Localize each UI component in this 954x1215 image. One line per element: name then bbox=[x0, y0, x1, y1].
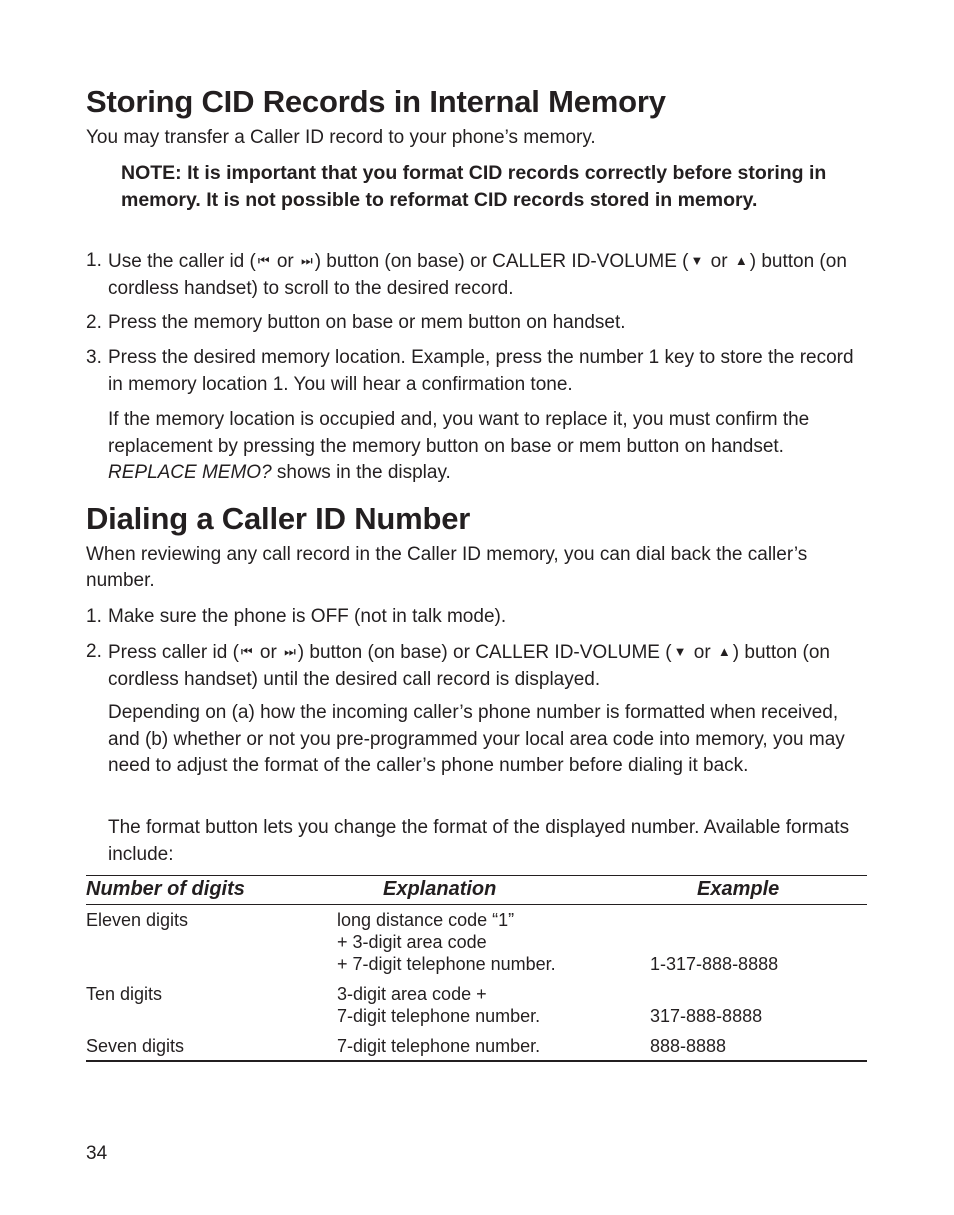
section-title-storing-cid: Storing CID Records in Internal Memory bbox=[86, 84, 666, 119]
table-cell-digits: Seven digits bbox=[86, 1036, 185, 1056]
arrow-down-icon: ▼ bbox=[673, 644, 687, 659]
section-title-dialing: Dialing a Caller ID Number bbox=[86, 501, 471, 536]
step-number: 2. bbox=[86, 312, 102, 333]
table-header-digits: Number of digits bbox=[86, 878, 245, 900]
table-cell-example: 1-317-888-8888 bbox=[650, 954, 779, 974]
table-cell-explanation: 7-digit telephone number. bbox=[337, 1036, 541, 1056]
section-intro: You may transfer a Caller ID record to your phone’s memory. bbox=[86, 127, 596, 148]
section-intro: When reviewing any call record in the Caller ID memory, you can dial back the caller’s number. bbox=[86, 544, 808, 591]
step-text: Make sure the phone is OFF (not in talk mode). bbox=[108, 606, 507, 627]
step-2-memory-button bbox=[86, 310, 871, 337]
table-header-explanation: Explanation bbox=[383, 878, 497, 900]
step-number: 1. bbox=[86, 606, 102, 627]
arrow-down-icon: ▼ bbox=[690, 253, 704, 268]
step-1-phone-off bbox=[86, 604, 871, 631]
table-cell-digits: Ten digits bbox=[86, 984, 163, 1004]
page-number: 34 bbox=[86, 1143, 108, 1164]
step-number: 1. bbox=[86, 250, 102, 271]
table-cell-explanation: long distance code “1” + 3-digit area code + 7-digit telephone number. bbox=[337, 910, 556, 974]
step-text: Press caller id ( ⏮ or ⏭ ) button (on base) or CALLER ID-VOLUME ( ▼ or ▲ ) button (on cordless handset) until the desired call record is displayed. bbox=[86, 639, 871, 693]
arrow-up-icon: ▲ bbox=[734, 253, 748, 268]
display-message: REPLACE MEMO? bbox=[108, 462, 272, 483]
table-cell-example: 888-8888 bbox=[650, 1036, 727, 1056]
skip-forward-icon: ⏭ bbox=[284, 644, 296, 659]
table-cell-digits: Eleven digits bbox=[86, 910, 189, 930]
step-text: Press the desired memory location. Example, press the number 1 key to store the record in memory location 1. You will hear a confirmation tone. bbox=[108, 347, 854, 395]
step-text: Use the caller id ( ⏮ or ⏭ ) button (on base) or CALLER ID-VOLUME ( ▼ or ▲ ) button (on cordless handset) to scroll to the desired record. bbox=[86, 248, 871, 302]
table-cell-example: 317-888-8888 bbox=[650, 1006, 763, 1026]
step-number: 3. bbox=[86, 347, 102, 368]
skip-back-icon: ⏮ bbox=[240, 644, 253, 659]
format-dependency-paragraph: Depending on (a) how the incoming caller’s phone number is formatted when received, and (b) whether or not you pre-programmed your local area code into memory, you may need to adjust the format of the caller’s phone number before dialing it back. bbox=[108, 702, 845, 776]
step-text: Press the memory button on base or mem button on handset. bbox=[108, 312, 626, 333]
replace-memo-paragraph: If the memory location is occupied and, you want to replace it, you must confirm the replacement by pressing the memory button on base or mem button on handset. REPLACE MEMO? shows in the display. bbox=[108, 409, 810, 483]
step-3-memory-location bbox=[86, 345, 871, 398]
skip-forward-icon: ⏭ bbox=[301, 253, 313, 268]
format-button-paragraph: The format button lets you change the format of the displayed number. Available formats include: bbox=[108, 817, 850, 865]
table-header-rule bbox=[86, 904, 867, 905]
important-note: NOTE: It is important that you format CID records correctly before storing in memory. It is not possible to reformat CID records stored in memory. bbox=[121, 162, 827, 211]
skip-back-icon: ⏮ bbox=[257, 253, 270, 268]
arrow-up-icon: ▲ bbox=[717, 644, 731, 659]
step-1-scroll-record bbox=[86, 248, 871, 302]
table-cell-explanation: 3-digit area code + 7-digit telephone number. bbox=[337, 984, 541, 1026]
table-bottom-rule bbox=[86, 1060, 867, 1062]
step-2-caller-id bbox=[86, 639, 871, 693]
table-header-example: Example bbox=[697, 878, 780, 900]
step-number: 2. bbox=[86, 641, 102, 662]
